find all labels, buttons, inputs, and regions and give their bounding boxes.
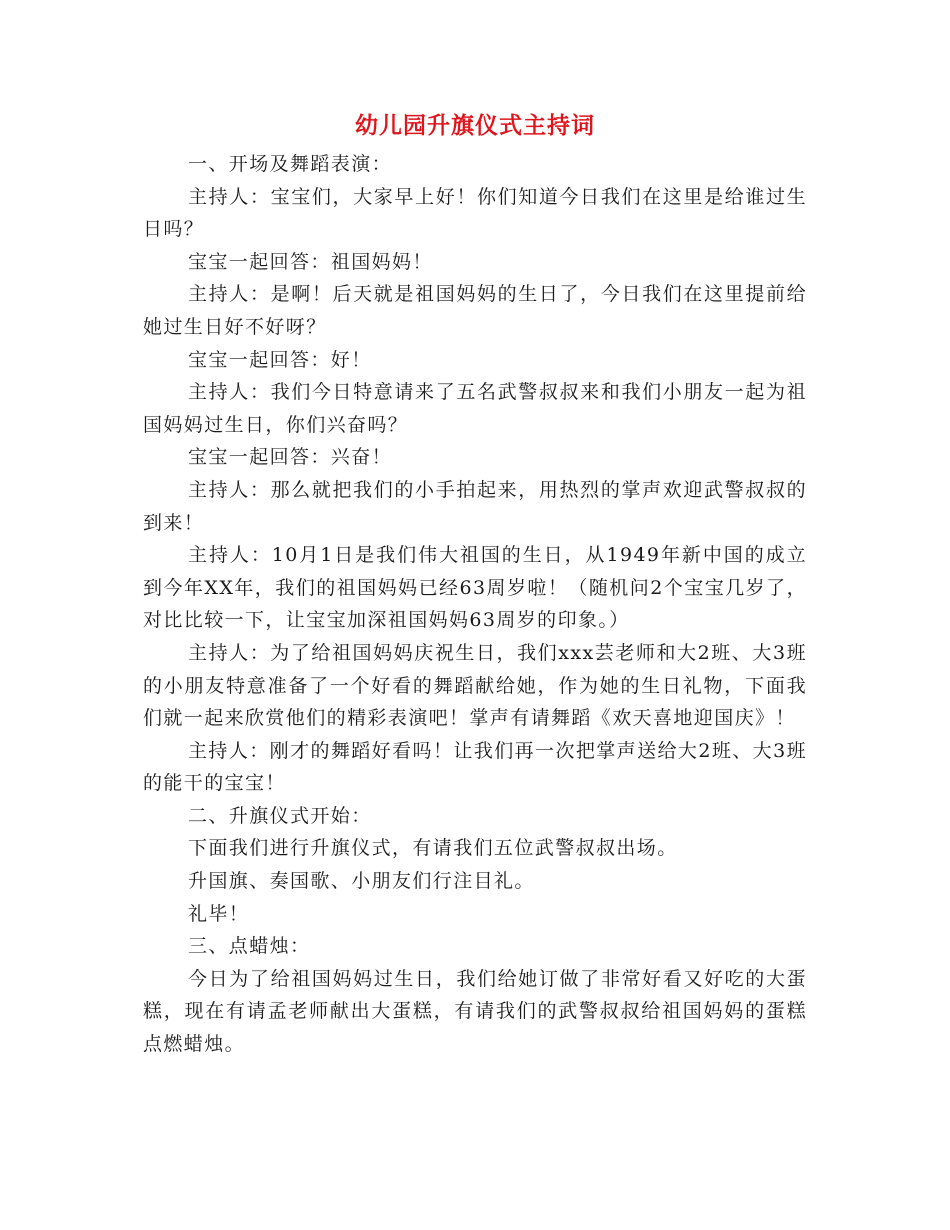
- host-line: 主持人：为了给祖国妈妈庆祝生日，我们xxx芸老师和大2班、大3班的小朋友特意准备了一个好看的舞蹈献给她，作为她的生日礼物，下面我们就一起来欣赏他们的精彩表演吧！掌声有请舞蹈《欢天喜地迎国庆》！: [143, 641, 807, 730]
- document-title: 幼儿园升旗仪式主持词: [355, 112, 595, 139]
- body-paragraph: 下面我们进行升旗仪式，有请我们五位武警叔叔出场。: [188, 837, 678, 860]
- host-line: 主持人：我们今日特意请来了五名武警叔叔来和我们小朋友一起为祖国妈妈过生日，你们兴奋吗？: [143, 381, 807, 436]
- children-reply: 宝宝一起回答：祖国妈妈！: [188, 250, 433, 273]
- section-heading-opening: 一、开场及舞蹈表演：: [188, 153, 393, 175]
- body-paragraph: 礼毕！: [188, 902, 250, 925]
- children-reply: 宝宝一起回答：兴奋！: [188, 446, 393, 469]
- section-heading-flag-raising: 二、升旗仪式开始：: [188, 804, 372, 827]
- host-line: 主持人：刚才的舞蹈好看吗！让我们再一次把掌声送给大2班、大3班的能干的宝宝！: [143, 739, 807, 795]
- body-paragraph: 升国旗、奏国歌、小朋友们行注目礼。: [188, 870, 535, 893]
- host-line: 主持人：宝宝们，大家早上好！你们知道今日我们在这里是给谁过生日吗？: [143, 185, 807, 241]
- body-paragraph: 今日为了给祖国妈妈过生日，我们给她订做了非常好看又好吃的大蛋糕，现在有请孟老师献出大蛋糕，有请我们的武警叔叔给祖国妈妈的蛋糕点燃蜡烛。: [143, 967, 807, 1056]
- host-line: 主持人：那么就把我们的小手拍起来，用热烈的掌声欢迎武警叔叔的到来！: [143, 478, 807, 534]
- host-line: 主持人：10月1日是我们伟大祖国的生日，从1949年新中国的成立到今年XX年，我们的祖国妈妈已经63周岁啦！（随机问2个宝宝几岁了，对比比较一下，让宝宝加深祖国妈妈63周岁的印象。）: [143, 544, 807, 632]
- host-line: 主持人：是啊！后天就是祖国妈妈的生日了，今日我们在这里提前给她过生日好不好呀？: [143, 283, 807, 338]
- children-reply: 宝宝一起回答：好！: [188, 348, 372, 371]
- section-heading-candles: 三、点蜡烛：: [188, 935, 311, 958]
- document-body: [143, 148, 807, 1061]
